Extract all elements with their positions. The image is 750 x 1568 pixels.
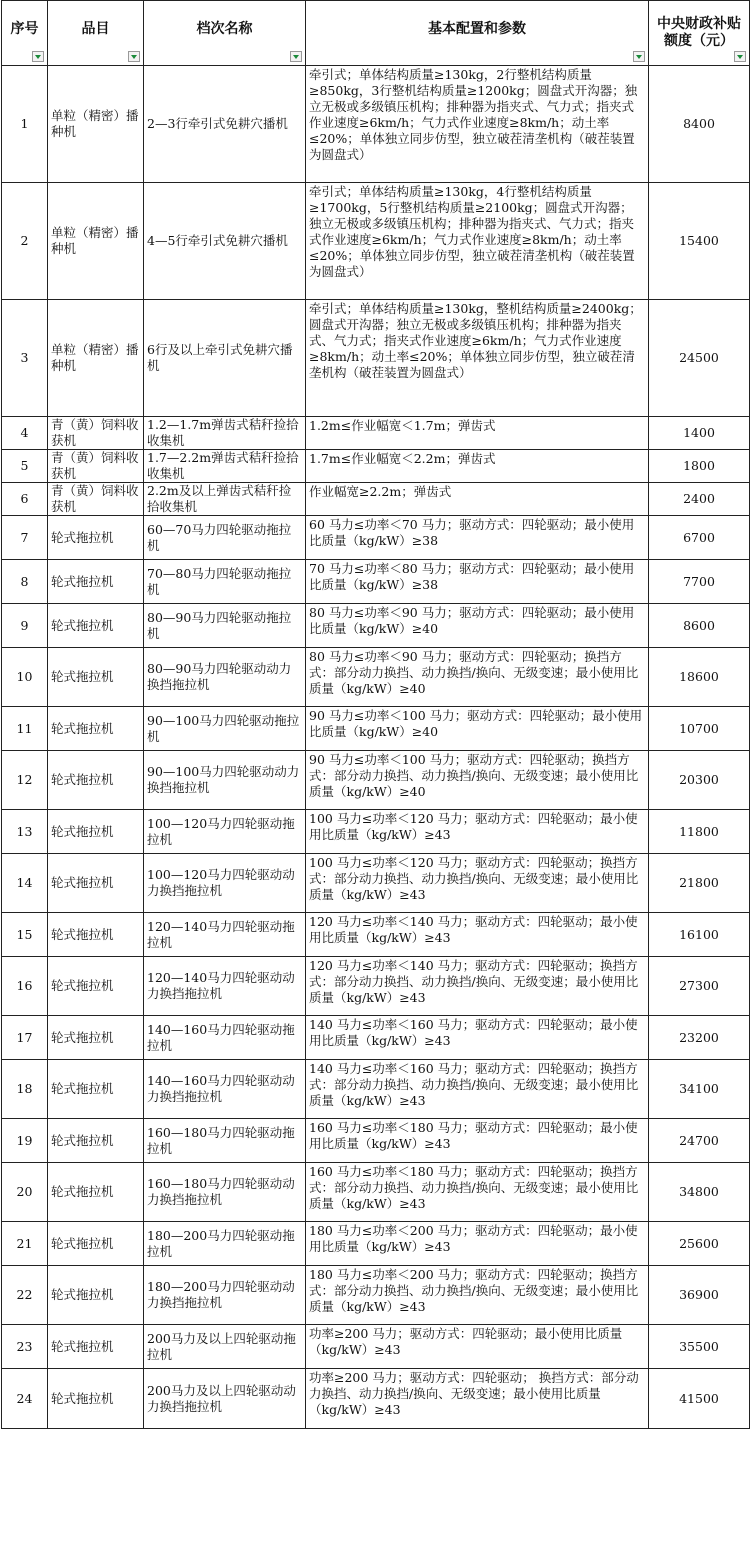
row-amount: 10700	[649, 707, 750, 751]
row-category: 轮式拖拉机	[48, 957, 144, 1016]
row-index: 5	[2, 450, 48, 483]
row-index: 10	[2, 648, 48, 707]
row-category: 轮式拖拉机	[48, 1266, 144, 1325]
table-row	[2, 913, 750, 957]
subsidy-table	[1, 0, 750, 1429]
table-row	[2, 483, 750, 516]
row-amount: 23200	[649, 1016, 750, 1060]
row-index: 9	[2, 604, 48, 648]
row-spec: 1.2m≤作业幅宽＜1.7m；弹齿式	[306, 417, 649, 450]
row-spec: 功率≥200 马力；驱动方式：四轮驱动；最小使用比质量（kg/kW）≥43	[306, 1325, 649, 1369]
row-amount: 24500	[649, 300, 750, 417]
row-category: 轮式拖拉机	[48, 854, 144, 913]
row-category: 轮式拖拉机	[48, 604, 144, 648]
table-row	[2, 1222, 750, 1266]
row-tier-name: 60—70马力四轮驱动拖拉机	[144, 516, 306, 560]
row-category: 轮式拖拉机	[48, 1119, 144, 1163]
row-spec: 80 马力≤功率＜90 马力；驱动方式：四轮驱动；最小使用比质量（kg/kW）≥40	[306, 604, 649, 648]
row-index: 15	[2, 913, 48, 957]
row-category: 单粒（精密）播种机	[48, 300, 144, 417]
row-amount: 18600	[649, 648, 750, 707]
row-spec: 60 马力≤功率＜70 马力；驱动方式：四轮驱动；最小使用比质量（kg/kW）≥38	[306, 516, 649, 560]
row-index: 3	[2, 300, 48, 417]
row-category: 轮式拖拉机	[48, 1325, 144, 1369]
row-category: 轮式拖拉机	[48, 1222, 144, 1266]
row-spec: 90 马力≤功率＜100 马力；驱动方式：四轮驱动；最小使用比质量（kg/kW）≥40	[306, 707, 649, 751]
table-row	[2, 516, 750, 560]
table-row	[2, 1266, 750, 1325]
row-amount: 34100	[649, 1060, 750, 1119]
header-tier	[144, 1, 306, 66]
row-index: 1	[2, 66, 48, 183]
row-spec: 牵引式；单体结构质量≥130kg，2行整机结构质量≥850kg，3行整机结构质量≥1200kg；圆盘式开沟器；独立无极或多级镇压机构；排种器为指夹式、气力式；指夹式作业速度≥6km/h；气力式作业速度≥8km/h；动土率≤20%；单体独立同步仿型，独立破茬清垄机构（破茬装置为圆盘式）	[306, 66, 649, 183]
row-category: 轮式拖拉机	[48, 1369, 144, 1429]
row-index: 20	[2, 1163, 48, 1222]
row-index: 2	[2, 183, 48, 300]
row-spec: 功率≥200 马力；驱动方式：四轮驱动； 换挡方式：部分动力换挡、动力换挡/换向、无级变速；最小使用比质量（kg/kW）≥43	[306, 1369, 649, 1429]
header-spec-label: 基本配置和参数	[428, 21, 526, 37]
header-row	[2, 1, 750, 66]
row-spec: 140 马力≤功率＜160 马力；驱动方式：四轮驱动；最小使用比质量（kg/kW）≥43	[306, 1016, 649, 1060]
filter-dropdown-icon[interactable]	[633, 51, 645, 62]
row-amount: 27300	[649, 957, 750, 1016]
row-category: 轮式拖拉机	[48, 751, 144, 810]
filter-dropdown-icon[interactable]	[128, 51, 140, 62]
row-tier-name: 140—160马力四轮驱动拖拉机	[144, 1016, 306, 1060]
row-tier-name: 100—120马力四轮驱动动力换挡拖拉机	[144, 854, 306, 913]
row-index: 23	[2, 1325, 48, 1369]
row-category: 青（黄）饲料收获机	[48, 417, 144, 450]
header-spec	[306, 1, 649, 66]
row-index: 13	[2, 810, 48, 854]
row-tier-name: 180—200马力四轮驱动动力换挡拖拉机	[144, 1266, 306, 1325]
row-amount: 2400	[649, 483, 750, 516]
row-amount: 41500	[649, 1369, 750, 1429]
row-tier-name: 160—180马力四轮驱动拖拉机	[144, 1119, 306, 1163]
header-index	[2, 1, 48, 66]
filter-dropdown-icon[interactable]	[290, 51, 302, 62]
row-category: 轮式拖拉机	[48, 810, 144, 854]
row-category: 青（黄）饲料收获机	[48, 450, 144, 483]
row-spec: 牵引式；单体结构质量≥130kg，4行整机结构质量≥1700kg，5行整机结构质量≥2100kg；圆盘式开沟器；独立无极或多级镇压机构；排种器为指夹式、气力式；指夹式作业速度≥6km/h；气力式作业速度≥8km/h；动土率≤20%；单体独立同步仿型，独立破茬清垄机构（破茬装置为圆盘式）	[306, 183, 649, 300]
row-tier-name: 70—80马力四轮驱动拖拉机	[144, 560, 306, 604]
row-tier-name: 80—90马力四轮驱动动力换挡拖拉机	[144, 648, 306, 707]
row-category: 青（黄）饲料收获机	[48, 483, 144, 516]
row-amount: 6700	[649, 516, 750, 560]
row-amount: 1800	[649, 450, 750, 483]
row-spec: 作业幅宽≥2.2m；弹齿式	[306, 483, 649, 516]
row-amount: 35500	[649, 1325, 750, 1369]
table-row	[2, 560, 750, 604]
row-category: 轮式拖拉机	[48, 1163, 144, 1222]
row-amount: 20300	[649, 751, 750, 810]
row-index: 7	[2, 516, 48, 560]
row-index: 22	[2, 1266, 48, 1325]
row-spec: 90 马力≤功率＜100 马力；驱动方式：四轮驱动；换挡方式：部分动力换挡、动力换挡/换向、无级变速；最小使用比质量（kg/kW）≥40	[306, 751, 649, 810]
row-tier-name: 4—5行牵引式免耕穴播机	[144, 183, 306, 300]
row-tier-name: 160—180马力四轮驱动动力换挡拖拉机	[144, 1163, 306, 1222]
table-row	[2, 1016, 750, 1060]
row-spec: 120 马力≤功率＜140 马力；驱动方式：四轮驱动；换挡方式：部分动力换挡、动力换挡/换向、无级变速；最小使用比质量（kg/kW）≥43	[306, 957, 649, 1016]
row-tier-name: 2—3行牵引式免耕穴播机	[144, 66, 306, 183]
row-amount: 8400	[649, 66, 750, 183]
row-index: 18	[2, 1060, 48, 1119]
row-index: 17	[2, 1016, 48, 1060]
row-tier-name: 2.2m及以上弹齿式秸秆捡拾收集机	[144, 483, 306, 516]
filter-dropdown-icon[interactable]	[32, 51, 44, 62]
row-spec: 70 马力≤功率＜80 马力；驱动方式：四轮驱动；最小使用比质量（kg/kW）≥38	[306, 560, 649, 604]
row-amount: 8600	[649, 604, 750, 648]
row-tier-name: 1.7—2.2m弹齿式秸秆捡拾收集机	[144, 450, 306, 483]
row-category: 轮式拖拉机	[48, 560, 144, 604]
row-tier-name: 180—200马力四轮驱动拖拉机	[144, 1222, 306, 1266]
row-index: 16	[2, 957, 48, 1016]
row-tier-name: 90—100马力四轮驱动动力换挡拖拉机	[144, 751, 306, 810]
row-amount: 21800	[649, 854, 750, 913]
row-amount: 16100	[649, 913, 750, 957]
row-amount: 34800	[649, 1163, 750, 1222]
row-category: 轮式拖拉机	[48, 707, 144, 751]
row-amount: 24700	[649, 1119, 750, 1163]
table-row	[2, 66, 750, 183]
row-index: 8	[2, 560, 48, 604]
row-category: 轮式拖拉机	[48, 516, 144, 560]
row-amount: 25600	[649, 1222, 750, 1266]
row-index: 4	[2, 417, 48, 450]
row-index: 21	[2, 1222, 48, 1266]
header-category-label: 品目	[81, 21, 110, 37]
row-spec: 160 马力≤功率＜180 马力；驱动方式：四轮驱动；最小使用比质量（kg/kW）≥43	[306, 1119, 649, 1163]
row-tier-name: 140—160马力四轮驱动动力换挡拖拉机	[144, 1060, 306, 1119]
row-amount: 1400	[649, 417, 750, 450]
row-category: 轮式拖拉机	[48, 648, 144, 707]
row-index: 11	[2, 707, 48, 751]
table-row	[2, 1369, 750, 1429]
row-tier-name: 200马力及以上四轮驱动拖拉机	[144, 1325, 306, 1369]
row-index: 6	[2, 483, 48, 516]
header-amount-label: 中央财政补贴额度（元）	[657, 16, 741, 49]
row-spec: 100 马力≤功率＜120 马力；驱动方式：四轮驱动；换挡方式：部分动力换挡、动力换挡/换向、无级变速；最小使用比质量（kg/kW）≥43	[306, 854, 649, 913]
row-spec: 180 马力≤功率＜200 马力；驱动方式：四轮驱动；换挡方式：部分动力换挡、动力换挡/换向、无级变速；最小使用比质量（kg/kW）≥43	[306, 1266, 649, 1325]
row-spec: 120 马力≤功率＜140 马力；驱动方式：四轮驱动；最小使用比质量（kg/kW）≥43	[306, 913, 649, 957]
row-category: 轮式拖拉机	[48, 913, 144, 957]
row-index: 12	[2, 751, 48, 810]
row-tier-name: 6行及以上牵引式免耕穴播机	[144, 300, 306, 417]
row-spec: 1.7m≤作业幅宽＜2.2m；弹齿式	[306, 450, 649, 483]
row-category: 轮式拖拉机	[48, 1016, 144, 1060]
row-category: 轮式拖拉机	[48, 1060, 144, 1119]
row-amount: 15400	[649, 183, 750, 300]
row-tier-name: 1.2—1.7m弹齿式秸秆捡拾收集机	[144, 417, 306, 450]
row-tier-name: 120—140马力四轮驱动拖拉机	[144, 913, 306, 957]
filter-dropdown-icon[interactable]	[734, 51, 746, 62]
table-row	[2, 183, 750, 300]
table-row	[2, 1060, 750, 1119]
table-row	[2, 707, 750, 751]
header-tier-label: 档次名称	[196, 21, 253, 37]
row-amount: 36900	[649, 1266, 750, 1325]
table-row	[2, 417, 750, 450]
row-spec: 180 马力≤功率＜200 马力；驱动方式：四轮驱动；最小使用比质量（kg/kW）≥43	[306, 1222, 649, 1266]
header-index-label: 序号	[10, 21, 39, 37]
table-row	[2, 450, 750, 483]
row-tier-name: 90—100马力四轮驱动拖拉机	[144, 707, 306, 751]
table-row	[2, 648, 750, 707]
row-index: 19	[2, 1119, 48, 1163]
row-index: 24	[2, 1369, 48, 1429]
row-spec: 80 马力≤功率＜90 马力；驱动方式：四轮驱动；换挡方式：部分动力换挡、动力换挡/换向、无级变速；最小使用比质量（kg/kW）≥40	[306, 648, 649, 707]
table-row	[2, 1163, 750, 1222]
table-row	[2, 300, 750, 417]
table-row	[2, 751, 750, 810]
table-row	[2, 1325, 750, 1369]
row-tier-name: 100—120马力四轮驱动拖拉机	[144, 810, 306, 854]
row-index: 14	[2, 854, 48, 913]
row-tier-name: 200马力及以上四轮驱动动力换挡拖拉机	[144, 1369, 306, 1429]
row-tier-name: 120—140马力四轮驱动动力换挡拖拉机	[144, 957, 306, 1016]
table-row	[2, 810, 750, 854]
row-amount: 11800	[649, 810, 750, 854]
table-row	[2, 1119, 750, 1163]
row-amount: 7700	[649, 560, 750, 604]
row-category: 单粒（精密）播种机	[48, 66, 144, 183]
header-amount	[649, 1, 750, 66]
row-tier-name: 80—90马力四轮驱动拖拉机	[144, 604, 306, 648]
row-spec: 140 马力≤功率＜160 马力；驱动方式：四轮驱动；换挡方式：部分动力换挡、动力换挡/换向、无级变速；最小使用比质量（kg/kW）≥43	[306, 1060, 649, 1119]
row-spec: 100 马力≤功率＜120 马力；驱动方式：四轮驱动；最小使用比质量（kg/kW）≥43	[306, 810, 649, 854]
header-category	[48, 1, 144, 66]
table-row	[2, 957, 750, 1016]
row-category: 单粒（精密）播种机	[48, 183, 144, 300]
row-spec: 牵引式；单体结构质量≥130kg，整机结构质量≥2400kg；圆盘式开沟器；独立无极或多级镇压机构；排种器为指夹式、气力式；指夹式作业速度≥6km/h；气力式作业速度≥8km/h；动土率≤20%；单体独立同步仿型，独立破茬清垄机构（破茬装置为圆盘式）	[306, 300, 649, 417]
row-spec: 160 马力≤功率＜180 马力；驱动方式：四轮驱动；换挡方式：部分动力换挡、动力换挡/换向、无级变速；最小使用比质量（kg/kW）≥43	[306, 1163, 649, 1222]
table-row	[2, 854, 750, 913]
table-row	[2, 604, 750, 648]
